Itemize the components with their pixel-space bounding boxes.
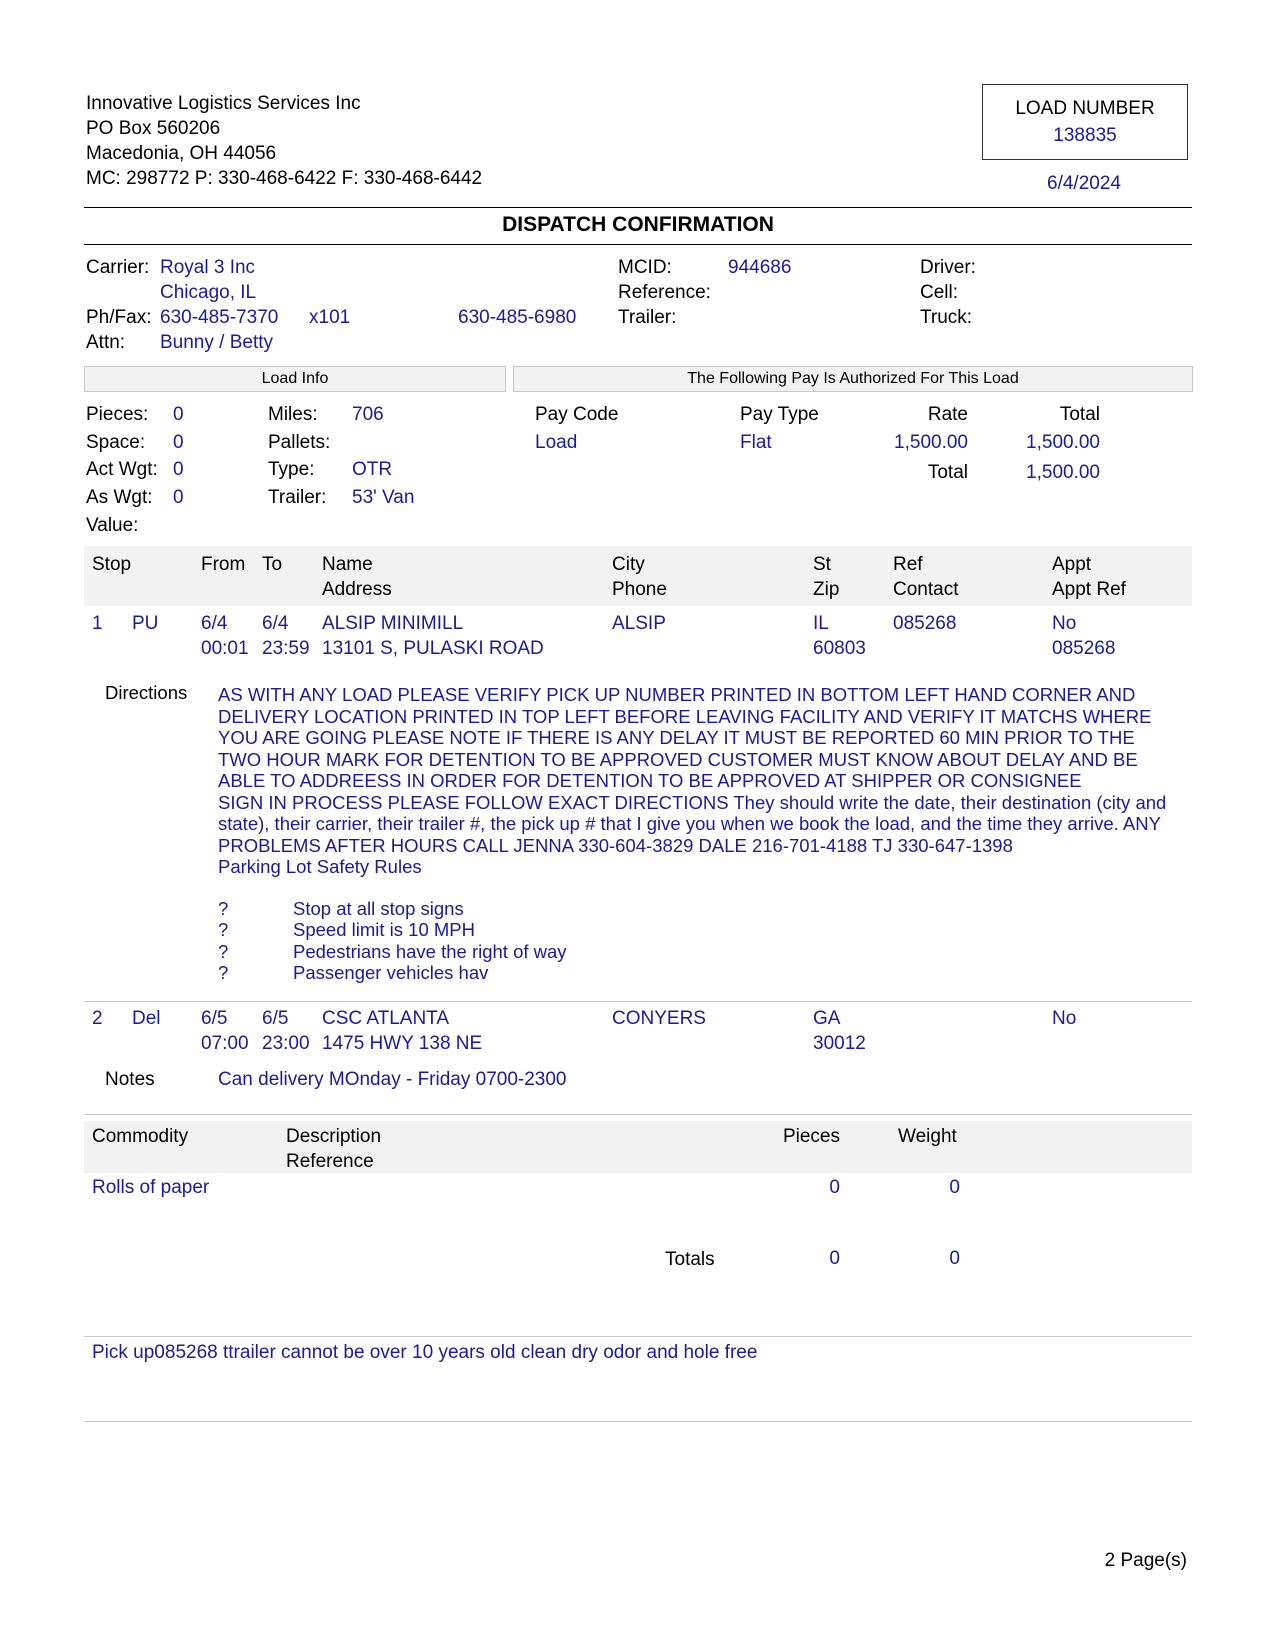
company-name: Innovative Logistics Services Inc <box>86 93 361 114</box>
cell-label: Cell: <box>920 282 959 303</box>
stop-appt: No <box>1052 1008 1077 1029</box>
directions-line: state), their carrier, their trailer #, the pick up # that I give you when we book the load, and the time they arrive. ANY <box>218 813 1161 834</box>
pay-header: The Following Pay Is Authorized For This Load <box>513 366 1193 392</box>
stop-from-time: 00:01 <box>201 638 249 659</box>
bullet-mark: ? <box>218 962 229 983</box>
footer-note-top-rule <box>84 1336 1192 1337</box>
stops-col-address: Address <box>322 579 392 600</box>
company-address-line1: PO Box 560206 <box>86 118 221 139</box>
carrier-phone-ext: x101 <box>309 307 351 328</box>
commodity-header-band <box>84 1121 1192 1173</box>
load-info-header: Load Info <box>84 366 506 392</box>
page-title: DISPATCH CONFIRMATION <box>502 213 774 236</box>
act-wgt-value: 0 <box>173 459 184 480</box>
trailer-label: Trailer: <box>618 307 677 328</box>
commodity-top-rule <box>84 1114 1192 1115</box>
pay-grand-total-label: Total <box>927 462 968 483</box>
stop-divider <box>84 1001 1192 1002</box>
pay-type-header: Pay Type <box>740 404 819 425</box>
commodity-col-weight: Weight <box>898 1126 957 1147</box>
bullet-mark: ? <box>218 919 229 940</box>
stop-zip: 30012 <box>813 1033 866 1054</box>
pieces-value: 0 <box>173 404 184 425</box>
directions-line: YOU ARE GOING PLEASE NOTE IF THERE IS ANY DELAY IT MUST BE REPORTED 60 MIN PRIOR TO THE <box>218 727 1135 748</box>
phfax-label: Ph/Fax: <box>86 307 152 328</box>
stop-state: GA <box>813 1008 841 1029</box>
safety-rule-item: Stop at all stop signs <box>293 898 464 919</box>
carrier-name: Royal 3 Inc <box>160 257 256 278</box>
value-label: Value: <box>86 515 139 536</box>
stop-address: 13101 S, PULASKI ROAD <box>322 638 544 659</box>
commodity-col-reference: Reference <box>286 1151 374 1172</box>
stop-kind: PU <box>132 613 159 634</box>
safety-rule-item: Passenger vehicles hav <box>293 962 489 983</box>
safety-rule-item: Speed limit is 10 MPH <box>293 919 475 940</box>
directions-line: AS WITH ANY LOAD PLEASE VERIFY PICK UP NUMBER PRINTED IN BOTTOM LEFT HAND CORNER AND <box>218 684 1136 705</box>
reference-label: Reference: <box>618 282 711 303</box>
stops-col-zip: Zip <box>813 579 840 600</box>
pay-rate-header: Rate <box>927 404 968 425</box>
miles-label: Miles: <box>268 404 318 425</box>
act-wgt-label: Act Wgt: <box>86 459 158 480</box>
stop-ref: 085268 <box>893 613 957 634</box>
stops-col-phone: Phone <box>612 579 667 600</box>
pay-type-value: Flat <box>740 432 772 453</box>
load-trailer-label: Trailer: <box>268 487 327 508</box>
company-contact-line: MC: 298772 P: 330-468-6422 F: 330-468-6442 <box>86 168 483 189</box>
stops-col-to: To <box>262 554 283 575</box>
load-number-label: LOAD NUMBER <box>1015 98 1155 119</box>
driver-label: Driver: <box>920 257 976 278</box>
stop-to-time: 23:00 <box>262 1033 310 1054</box>
commodity-col-pieces: Pieces <box>782 1126 840 1147</box>
mcid-label: MCID: <box>618 257 672 278</box>
title-top-rule <box>84 207 1192 208</box>
commodity-item: Rolls of paper <box>92 1177 210 1198</box>
pay-total-header: Total <box>1059 404 1100 425</box>
stops-col-ref: Ref <box>893 554 923 575</box>
as-wgt-label: As Wgt: <box>86 487 153 508</box>
load-number-value: 138835 <box>1053 125 1117 146</box>
directions-line: PROBLEMS AFTER HOURS CALL JENNA 330-604-3829 DALE 216-701-4188 TJ 330-647-1398 <box>218 834 1013 856</box>
footer-note-bottom-rule <box>84 1421 1192 1422</box>
commodity-col-description: Description <box>286 1126 382 1147</box>
stop-state: IL <box>813 613 829 634</box>
stop-name: CSC ATLANTA <box>322 1008 450 1029</box>
type-value: OTR <box>352 459 393 480</box>
stops-col-contact: Contact <box>893 579 959 600</box>
totals-label: Totals <box>665 1249 715 1270</box>
attn-label: Attn: <box>86 332 126 353</box>
stops-col-stop: Stop <box>92 554 132 575</box>
stop-from-date: 6/4 <box>201 613 228 634</box>
stop-zip: 60803 <box>813 638 866 659</box>
totals-pieces: 0 <box>829 1248 840 1269</box>
notes-text: Can delivery MOnday - Friday 0700-2300 <box>218 1069 567 1090</box>
directions-label: Directions <box>105 682 188 703</box>
space-label: Space: <box>86 432 146 453</box>
stop-city: ALSIP <box>612 613 666 634</box>
footer-note: Pick up085268 ttrailer cannot be over 10 years old clean dry odor and hole free <box>92 1342 758 1363</box>
commodity-pieces: 0 <box>829 1177 840 1198</box>
stop-number: 2 <box>92 1008 103 1029</box>
pallets-label: Pallets: <box>268 432 331 453</box>
directions-line: TWO HOUR MARK FOR DETENTION TO BE APPROVED CUSTOMER MUST KNOW ABOUT DELAY AND BE <box>218 748 1138 770</box>
miles-value: 706 <box>352 404 384 425</box>
pay-rate-value: 1,500.00 <box>894 432 968 453</box>
directions-line: Parking Lot Safety Rules <box>218 856 422 877</box>
carrier-label: Carrier: <box>86 257 150 278</box>
stop-address: 1475 HWY 138 NE <box>322 1033 483 1054</box>
stop-name: ALSIP MINIMILL <box>322 613 464 634</box>
pay-grand-total-value: 1,500.00 <box>1026 462 1100 483</box>
totals-weight: 0 <box>949 1248 960 1269</box>
stop-appt: No <box>1052 613 1077 634</box>
stop-kind: Del <box>132 1008 161 1029</box>
pay-code-header: Pay Code <box>535 404 619 425</box>
notes-label: Notes <box>105 1069 155 1090</box>
stop-from-time: 07:00 <box>201 1033 249 1054</box>
commodity-col-commodity: Commodity <box>92 1126 189 1147</box>
type-label: Type: <box>268 459 315 480</box>
commodity-weight: 0 <box>949 1177 960 1198</box>
stops-col-from: From <box>201 554 246 575</box>
stops-col-city: City <box>612 554 645 575</box>
pay-total-value: 1,500.00 <box>1026 432 1100 453</box>
page-count: 2 Page(s) <box>1104 1550 1187 1571</box>
stop-to-date: 6/5 <box>262 1008 289 1029</box>
space-value: 0 <box>173 432 184 453</box>
pay-code-value: Load <box>535 432 578 453</box>
stop-city: CONYERS <box>612 1008 706 1029</box>
safety-rule-item: Pedestrians have the right of way <box>293 941 567 962</box>
stops-col-name: Name <box>322 554 373 575</box>
stop-appt-ref: 085268 <box>1052 638 1116 659</box>
load-trailer-value: 53' Van <box>352 487 415 508</box>
bullet-mark: ? <box>218 898 229 919</box>
stop-number: 1 <box>92 613 103 634</box>
stops-col-appt-ref: Appt Ref <box>1052 579 1126 600</box>
mcid-value: 944686 <box>728 257 792 278</box>
as-wgt-value: 0 <box>173 487 184 508</box>
pieces-label: Pieces: <box>86 404 149 425</box>
carrier-attn: Bunny / Betty <box>160 332 274 353</box>
directions-line: ABLE TO ADDREESS IN ORDER FOR DETENTION TO BE APPROVED AT SHIPPER OR CONSIGNEE <box>218 770 1082 791</box>
load-number-box <box>982 84 1188 160</box>
load-date: 6/4/2024 <box>1047 173 1121 194</box>
bullet-mark: ? <box>218 941 229 962</box>
stops-col-st: St <box>813 554 831 575</box>
title-bottom-rule <box>84 244 1192 245</box>
carrier-city: Chicago, IL <box>160 282 257 303</box>
stop-to-time: 23:59 <box>262 638 310 659</box>
carrier-phone: 630-485-7370 <box>160 307 279 328</box>
directions-line: SIGN IN PROCESS PLEASE FOLLOW EXACT DIRECTIONS They should write the date, their destination (city and <box>218 791 1167 813</box>
truck-label: Truck: <box>920 307 973 328</box>
directions-line: DELIVERY LOCATION PRINTED IN TOP LEFT BEFORE LEAVING FACILITY AND VERIFY IT MATCHS WHERE <box>218 705 1152 727</box>
carrier-fax: 630-485-6980 <box>458 307 577 328</box>
stop-from-date: 6/5 <box>201 1008 228 1029</box>
company-address-line2: Macedonia, OH 44056 <box>86 143 277 164</box>
stops-col-appt: Appt <box>1052 554 1092 575</box>
stop-to-date: 6/4 <box>262 613 289 634</box>
directions-text <box>218 684 1188 878</box>
